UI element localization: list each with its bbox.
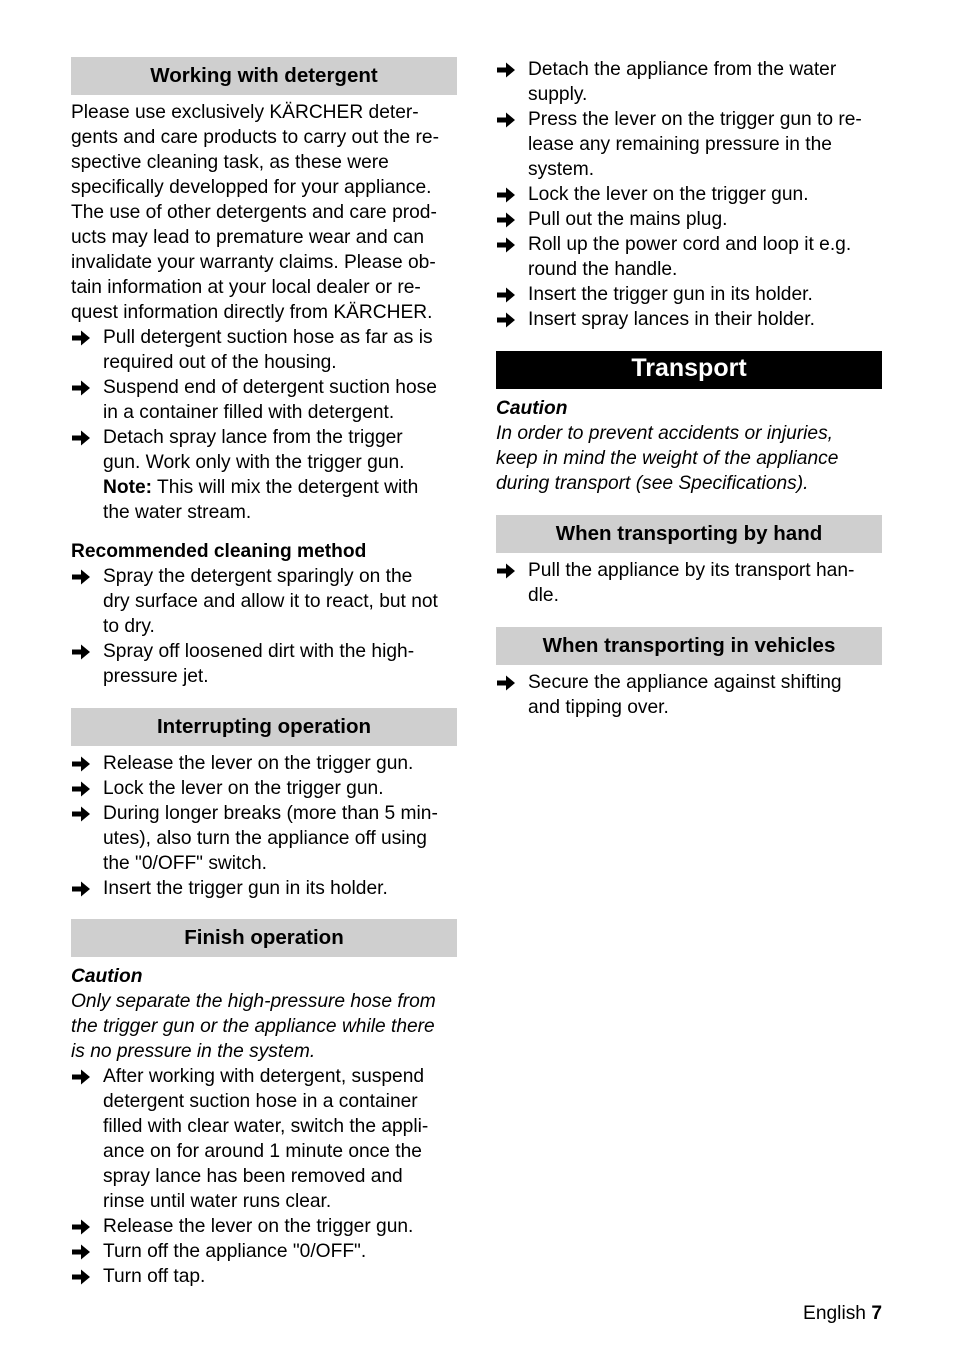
text-line: Insert spray lances in their holder.	[528, 309, 815, 330]
text-line: spray lance has been removed and	[103, 1166, 403, 1187]
text-line: After working with detergent, suspend	[103, 1066, 425, 1087]
text-line: Only separate the high-pressure hose from	[71, 991, 436, 1012]
arrow-right-icon	[496, 111, 516, 129]
text-line: dry surface and allow it to react, but not	[103, 591, 438, 612]
list-item	[71, 1264, 457, 1289]
list-item	[71, 375, 457, 425]
text-line: quest information directly from KÄRCHER.	[71, 302, 433, 323]
text-line: the trigger gun or the appliance while there	[71, 1016, 435, 1037]
section-heading-working-with-detergent: Working with detergent	[71, 57, 457, 95]
page-number: 7	[871, 1303, 882, 1324]
text-line: required out of the housing.	[103, 352, 337, 373]
arrow-right-icon	[71, 429, 91, 447]
text-line: Press the lever on the trigger gun to re-	[528, 109, 862, 130]
text-line: Lock the lever on the trigger gun.	[103, 778, 384, 799]
text-line: Release the lever on the trigger gun.	[103, 753, 414, 774]
text-line: detergent suction hose in a container	[103, 1091, 418, 1112]
caution-text	[496, 421, 882, 496]
arrow-right-icon	[71, 379, 91, 397]
text-line: Pull out the mains plug.	[528, 209, 728, 230]
section-heading-transport: Transport	[496, 351, 882, 389]
list-item	[496, 282, 882, 307]
text-line: is no pressure in the system.	[71, 1041, 316, 1062]
arrow-right-icon	[71, 1218, 91, 1236]
list-item	[496, 232, 882, 282]
text-line: Pull the appliance by its transport han-	[528, 560, 855, 581]
text-line: Detach spray lance from the trigger	[103, 427, 403, 448]
text-line: The use of other detergents and care prod-	[71, 202, 437, 223]
list-item	[71, 751, 457, 776]
text-line: Release the lever on the trigger gun.	[103, 1216, 414, 1237]
arrow-right-icon	[71, 329, 91, 347]
text-line: Insert the trigger gun in its holder.	[528, 284, 813, 305]
arrow-right-icon	[496, 674, 516, 692]
text-line: filled with clear water, switch the appli-	[103, 1116, 429, 1137]
text-line: pressure jet.	[103, 666, 209, 687]
list-item	[71, 1214, 457, 1239]
text-line: Lock the lever on the trigger gun.	[528, 184, 809, 205]
detergent-note	[71, 475, 457, 525]
text-line: supply.	[528, 84, 588, 105]
detergent-intro-paragraph	[71, 100, 457, 325]
list-item	[496, 107, 882, 182]
caution-text	[71, 989, 457, 1064]
text-line: ucts may lead to premature wear and can	[71, 227, 425, 248]
arrow-right-icon	[71, 568, 91, 586]
text-line: Insert the trigger gun in its holder.	[103, 878, 388, 899]
text-line: rinse until water runs clear.	[103, 1191, 332, 1212]
list-item	[496, 207, 882, 232]
list-item	[71, 325, 457, 375]
arrow-right-icon	[71, 1243, 91, 1261]
text-line: Detach the appliance from the water	[528, 59, 837, 80]
arrow-right-icon	[71, 755, 91, 773]
arrow-right-icon	[71, 805, 91, 823]
list-item	[496, 182, 882, 207]
list-item	[496, 57, 882, 107]
text-line: dle.	[528, 585, 559, 606]
footer-language: English	[803, 1303, 866, 1324]
arrow-right-icon	[496, 236, 516, 254]
text-line: spective cleaning task, as these were	[71, 152, 389, 173]
arrow-right-icon	[496, 286, 516, 304]
text-line: Spray off loosened dirt with the high-	[103, 641, 415, 662]
list-item	[71, 801, 457, 876]
text-line: Roll up the power cord and loop it e.g.	[528, 234, 852, 255]
section-heading-finish-operation: Finish operation	[71, 919, 457, 957]
text-line: keep in mind the weight of the appliance	[496, 448, 839, 469]
arrow-right-icon	[71, 643, 91, 661]
text-line: specifically developped for your appliance.	[71, 177, 432, 198]
left-column	[71, 57, 457, 1289]
list-item	[496, 558, 882, 608]
list-item	[71, 1239, 457, 1264]
arrow-right-icon	[496, 211, 516, 229]
text-line: Secure the appliance against shifting	[528, 672, 842, 693]
page-footer	[803, 1301, 882, 1326]
text-line: and tipping over.	[528, 697, 669, 718]
list-item	[71, 876, 457, 901]
text-line: Please use exclusively KÄRCHER deter-	[71, 102, 419, 123]
text-line: ance on for around 1 minute once the	[103, 1141, 422, 1162]
list-item	[496, 307, 882, 332]
text-line: utes), also turn the appliance off using	[103, 828, 427, 849]
text-line: to dry.	[103, 616, 155, 637]
text-line: Turn off tap.	[103, 1266, 206, 1287]
caution-title: Caution	[496, 398, 568, 419]
text-line: the water stream.	[103, 502, 252, 523]
note-label: Note:	[103, 477, 153, 498]
list-item	[71, 425, 457, 475]
text-line: system.	[528, 159, 595, 180]
list-item	[71, 1064, 457, 1214]
arrow-right-icon	[71, 780, 91, 798]
right-column	[496, 57, 882, 720]
text-line: lease any remaining pressure in the	[528, 134, 832, 155]
arrow-right-icon	[71, 1068, 91, 1086]
text-line: tain information at your local dealer or re-	[71, 277, 421, 298]
section-heading-transporting-in-vehicles: When transporting in vehicles	[496, 627, 882, 665]
text-line: the "0/OFF" switch.	[103, 853, 267, 874]
arrow-right-icon	[496, 61, 516, 79]
list-item	[71, 776, 457, 801]
list-item	[71, 564, 457, 639]
arrow-right-icon	[71, 880, 91, 898]
text-line: Pull detergent suction hose as far as is	[103, 327, 433, 348]
text-line: In order to prevent accidents or injuries,	[496, 423, 834, 444]
arrow-right-icon	[71, 1268, 91, 1286]
arrow-right-icon	[496, 311, 516, 329]
text-line: Suspend end of detergent suction hose	[103, 377, 437, 398]
text-line: during transport (see Specifications).	[496, 473, 809, 494]
caution-title: Caution	[71, 966, 143, 987]
text-line: gun. Work only with the trigger gun.	[103, 452, 405, 473]
arrow-right-icon	[496, 562, 516, 580]
list-item	[496, 670, 882, 720]
text-line: in a container filled with detergent.	[103, 402, 395, 423]
text-line: gents and care products to carry out the re-	[71, 127, 439, 148]
text-line: Turn off the appliance "0/OFF".	[103, 1241, 367, 1262]
text-line: invalidate your warranty claims. Please ob-	[71, 252, 436, 273]
arrow-right-icon	[496, 186, 516, 204]
list-item	[71, 639, 457, 689]
section-heading-interrupting-operation: Interrupting operation	[71, 708, 457, 746]
section-heading-transporting-by-hand: When transporting by hand	[496, 515, 882, 553]
text-line: During longer breaks (more than 5 min-	[103, 803, 438, 824]
text-line: Spray the detergent sparingly on the	[103, 566, 413, 587]
text-line: This will mix the detergent with	[152, 477, 419, 498]
text-line: round the handle.	[528, 259, 678, 280]
subheading-recommended-cleaning-method: Recommended cleaning method	[71, 541, 367, 562]
